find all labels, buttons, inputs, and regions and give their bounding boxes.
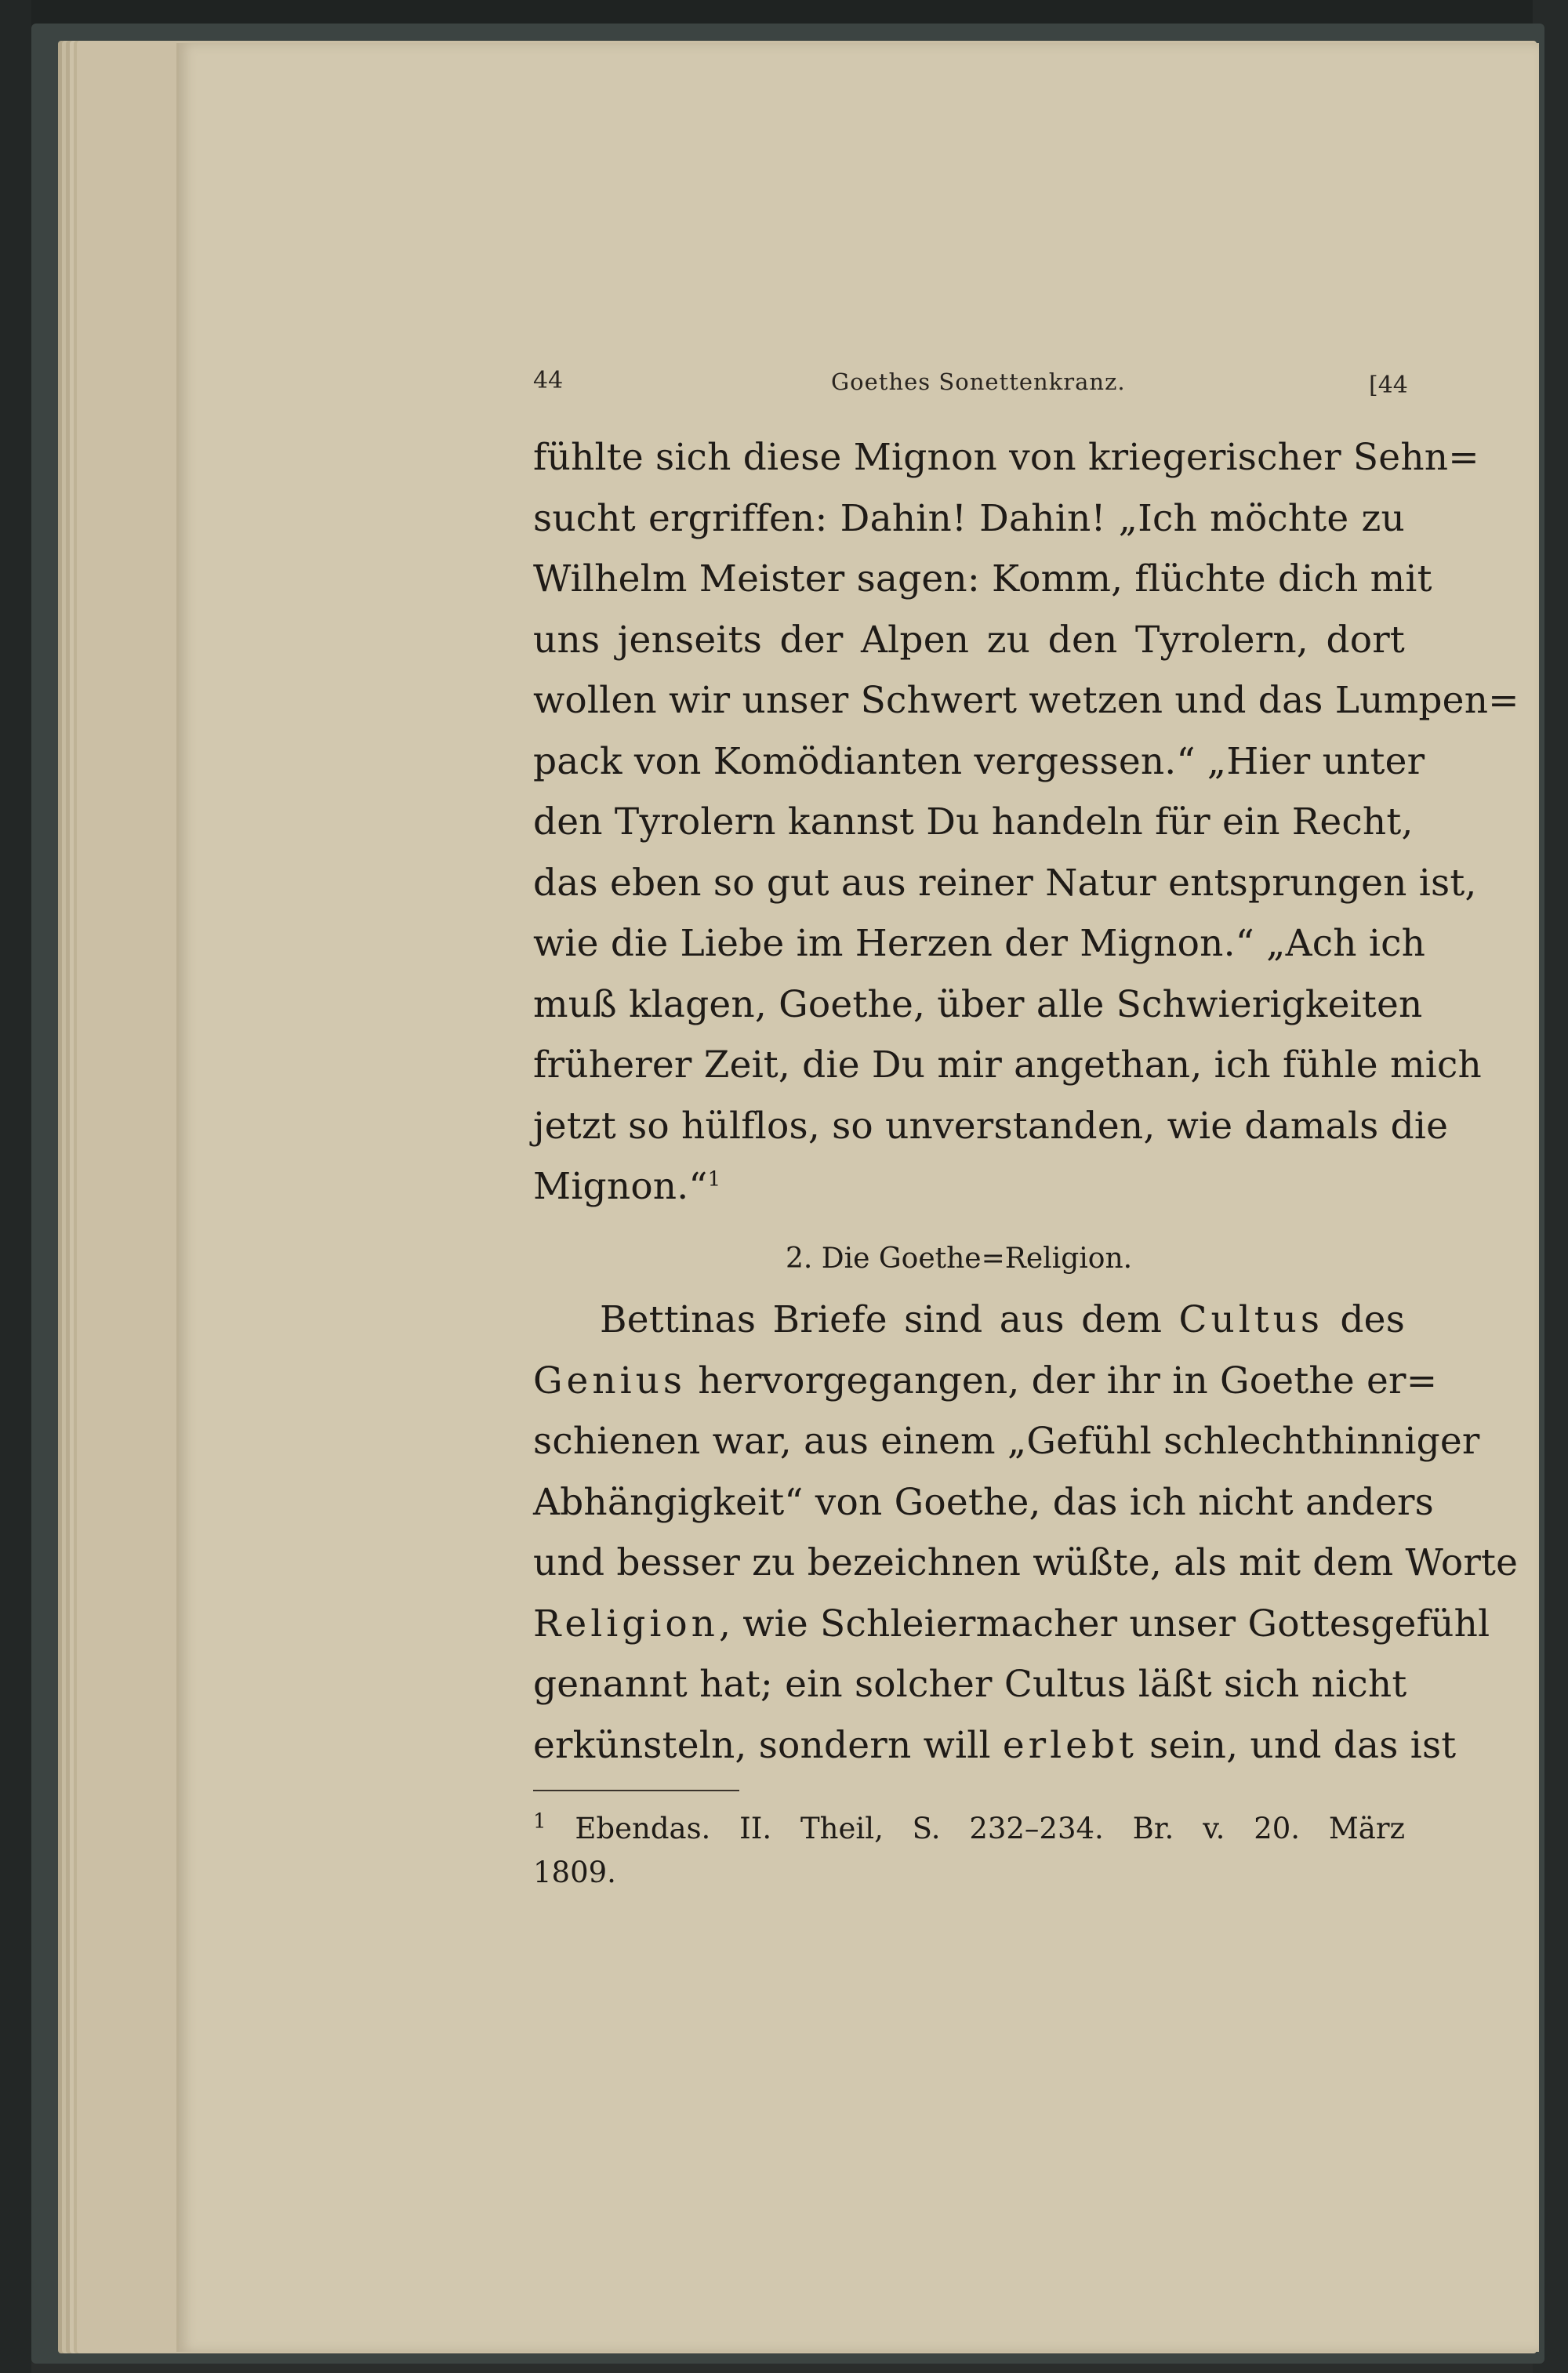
body-line (533, 1724, 1457, 1768)
body-line: sucht ergriffen: Dahin! Dahin! „Ich möchte zu (533, 497, 1405, 540)
body-line: den Tyrolern kannst Du handeln für ein Recht, (533, 800, 1414, 844)
body-line: genannt hat; ein solcher Cultus läßt sich nicht (533, 1663, 1407, 1706)
body-line-text: , wie Schleiermacher unser Gottesgefühl (718, 1602, 1490, 1645)
footnote-text: Ebendas. II. Theil, S. 232–234. Br. v. 20. März (575, 1812, 1406, 1845)
body-line: Wilhelm Meister sagen: Komm, flüchte dich mit (533, 557, 1432, 601)
body-line: fühlte sich diese Mignon von kriegerischer Sehn= (533, 436, 1479, 479)
body-line: wie die Liebe im Herzen der Mignon.“ „Ach ich (533, 922, 1426, 965)
body-line-text: Bettinas Briefe sind aus dem (600, 1298, 1163, 1341)
body-line-text: sein, und das ist (1149, 1724, 1457, 1767)
footnote-line (533, 1811, 1405, 1847)
body-line (533, 1359, 1438, 1403)
body-line-last (533, 1165, 1405, 1209)
body-line: früherer Zeit, die Du mir angethan, ich fühle mich (533, 1043, 1482, 1087)
body-line (533, 1602, 1490, 1646)
body-line: schienen war, aus einem „Gefühl schlechthinniger (533, 1420, 1480, 1463)
body-line: Abhängigkeit“ von Goethe, das ich nicht anders (533, 1481, 1434, 1524)
body-line: pack von Komödianten vergessen.“ „Hier unter (533, 740, 1425, 783)
page-number: 44 (533, 367, 564, 394)
page-header (0, 367, 1568, 405)
body-line-text: hervorgegangen, der ihr in Goethe er= (698, 1359, 1438, 1402)
footnote-reference: 1 (707, 1167, 721, 1192)
body-line: jetzt so hülflos, so unverstanden, wie damals die (533, 1105, 1449, 1148)
body-line: wollen wir unser Schwert wetzen und das Lumpen= (533, 679, 1519, 722)
emphasis-text: Religion (533, 1602, 719, 1645)
body-line-text: des (1340, 1298, 1406, 1341)
body-line (600, 1298, 1405, 1342)
emphasis-text: erlebt (1002, 1724, 1138, 1767)
running-title: Goethes Sonettenkranz. (831, 368, 1126, 395)
body-line: uns jenseits der Alpen zu den Tyrolern, dort (533, 619, 1405, 662)
body-line-text: Mignon.“ (533, 1165, 708, 1208)
body-line: und besser zu bezeichnen wüßte, als mit dem Worte (533, 1541, 1519, 1584)
body-line: das eben so gut aus reiner Natur entsprungen ist, (533, 862, 1477, 905)
body-line: muß klagen, Goethe, über alle Schwierigkeiten (533, 983, 1423, 1026)
book-cover-left (0, 0, 31, 2373)
page-marker: [44 (1369, 372, 1408, 399)
footnote-marker: 1 (533, 1809, 546, 1834)
footnote-rule (533, 1790, 739, 1791)
emphasis-text: Genius (533, 1359, 687, 1402)
section-heading: 2. Die Goethe=Religion. (786, 1243, 1133, 1275)
body-line-text: erkünsteln, sondern will (533, 1724, 991, 1767)
footnote-line: 1809. (533, 1856, 616, 1889)
emphasis-text: Cultus (1178, 1298, 1324, 1341)
